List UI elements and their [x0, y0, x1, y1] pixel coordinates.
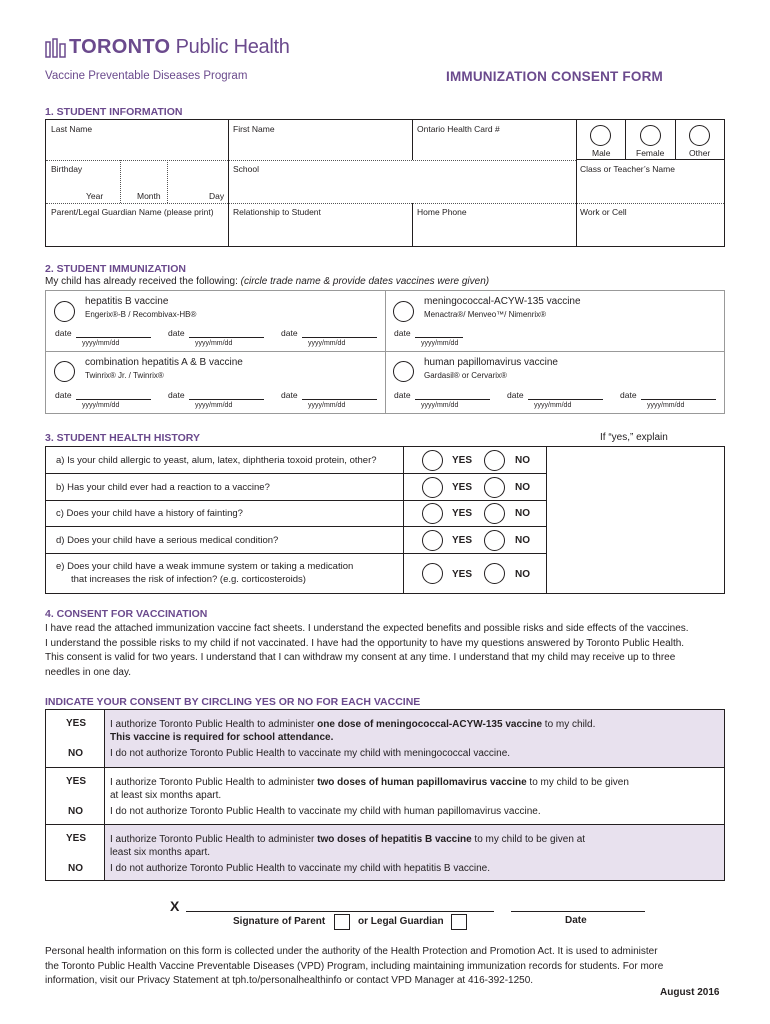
yes-label: YES: [452, 482, 473, 493]
toronto-logo: [45, 36, 290, 59]
question-e-line2: that increases the risk of infection? (e.g. corticosteroids): [71, 574, 306, 585]
men-consent-yes-text: [110, 718, 595, 744]
hep-ab-brands: Twinrix® Jr. / Twinrix®: [85, 371, 164, 380]
men-consent-no-text: I do not authorize Toronto Public Health to vaccinate my child with meningococcal vaccine.: [110, 748, 511, 759]
question-d: d) Does your child have a serious medical condition?: [56, 535, 279, 546]
yes-text: I authorize Toronto Public Health to administer: [110, 834, 318, 845]
consent-line: This consent is valid for two years. I understand that I can withdraw my consent at any time. I understand that my child may receive up to three: [45, 652, 676, 663]
guardian-label: Parent/Legal Guardian Name (please print): [51, 207, 214, 217]
hep-ab-circle[interactable]: [54, 361, 75, 382]
guardian-checkbox[interactable]: [451, 914, 467, 930]
no-circle[interactable]: [484, 477, 505, 498]
month-label: Month: [137, 191, 161, 201]
consent-line: I have read the attached immunization vaccine fact sheets. I understand the expected benefits and possible risks and side effects of the vaccines.: [45, 623, 689, 634]
home-phone-label: Home Phone: [417, 207, 467, 217]
hpv-consent-no-text: I do not authorize Toronto Public Health to vaccinate my child with human papillomavirus vaccine.: [110, 806, 541, 817]
yes-bold-text: two doses of human papillomavirus vaccine: [317, 777, 527, 788]
intro-italic-text: (circle trade name & provide dates vaccines were given): [240, 276, 490, 287]
intro-text: My child has already received the following:: [45, 276, 241, 287]
no-label: NO: [515, 535, 530, 546]
date-format: yyyy/mm/dd: [534, 402, 572, 409]
no-circle[interactable]: [484, 563, 505, 584]
yes-label: YES: [452, 535, 473, 546]
form-title: IMMUNIZATION CONSENT FORM: [446, 69, 663, 84]
hep-b-brands: Engerix®-B / Recombivax-HB®: [85, 310, 197, 319]
date-label: date: [394, 390, 411, 400]
year-label: Year: [86, 191, 104, 201]
privacy-line: information, visit our Privacy Statement at tph.to/personalhealthinfo or contact VPD Manager at 416-392-1250.: [45, 975, 534, 986]
school-label: School: [233, 164, 259, 174]
date-field[interactable]: [641, 390, 716, 400]
required-text: This vaccine is required for school attendance.: [110, 732, 334, 743]
date-label: date: [394, 328, 411, 338]
hep-b-consent-no-text: I do not authorize Toronto Public Health to vaccinate my child with hepatitis B vaccine.: [110, 863, 491, 874]
hpv-name: human papillomavirus vaccine: [424, 357, 558, 368]
yes-circle[interactable]: [422, 530, 443, 551]
question-b: b) Has your child ever had a reaction to a vaccine?: [56, 482, 270, 493]
hep-ab-name: combination hepatitis A & B vaccine: [85, 357, 243, 368]
yes-circle[interactable]: [422, 450, 443, 471]
male-label: Male: [592, 148, 611, 158]
x-mark: X: [170, 898, 180, 914]
program-name: Vaccine Preventable Diseases Program: [45, 70, 248, 82]
date-field[interactable]: [415, 390, 490, 400]
yes-circle[interactable]: [422, 563, 443, 584]
consent-yes-option[interactable]: YES: [66, 833, 87, 844]
consent-yes-option[interactable]: YES: [66, 776, 87, 787]
consent-table-title: INDICATE YOUR CONSENT BY CIRCLING YES OR NO FOR EACH VACCINE: [45, 696, 421, 708]
yes-line2-text: least six months apart.: [110, 847, 211, 858]
immunization-grid: [45, 290, 725, 414]
yes-post-text: to my child to be given: [526, 777, 629, 788]
yes-bold-text: two doses of hepatitis B vaccine: [317, 834, 472, 845]
privacy-notice: [45, 945, 735, 989]
hpv-circle[interactable]: [393, 361, 414, 382]
hpv-brands: Gardasil® or Cervarix®: [424, 371, 507, 380]
other-circle[interactable]: [689, 125, 710, 146]
yes-circle[interactable]: [422, 477, 443, 498]
first-name-label: First Name: [233, 124, 275, 134]
yes-bold-text: one dose of meningococcal-ACYW-135 vaccine: [317, 719, 543, 730]
no-circle[interactable]: [484, 503, 505, 524]
privacy-line: Personal health information on this form is collected under the authority of the Health Protection and Promotion Act. It is used to administer: [45, 946, 658, 957]
date-field[interactable]: [415, 328, 463, 338]
no-label: NO: [515, 482, 530, 493]
no-label: NO: [515, 569, 530, 580]
section4-title: 4. CONSENT FOR VACCINATION: [45, 608, 208, 620]
yes-label: YES: [452, 508, 473, 519]
date-label: date: [55, 328, 72, 338]
consent-yes-option[interactable]: YES: [66, 718, 87, 729]
student-info-table: [45, 119, 725, 247]
men-name: meningococcal-ACYW-135 vaccine: [424, 296, 581, 307]
male-circle[interactable]: [590, 125, 611, 146]
logo-rest-text: Public Health: [175, 36, 290, 58]
section3-title: 3. STUDENT HEALTH HISTORY: [45, 432, 200, 444]
date-field[interactable]: [528, 390, 603, 400]
no-label: NO: [515, 455, 530, 466]
question-e-line1: e) Does your child have a weak immune system or taking a medication: [56, 561, 354, 572]
form-date: August 2016: [660, 987, 720, 998]
date-label: date: [281, 328, 298, 338]
yes-line2-text: at least six months apart.: [110, 790, 222, 801]
female-label: Female: [636, 148, 665, 158]
question-c: c) Does your child have a history of fainting?: [56, 508, 243, 519]
date-format: yyyy/mm/dd: [82, 340, 120, 347]
signature-parent-label: Signature of Parent: [233, 916, 326, 927]
yes-text: I authorize Toronto Public Health to administer: [110, 719, 318, 730]
logo-bold-text: TORONTO: [69, 36, 171, 58]
date-field[interactable]: [189, 390, 264, 400]
consent-no-option[interactable]: NO: [68, 748, 83, 759]
yes-label: YES: [452, 455, 473, 466]
work-cell-label: Work or Cell: [580, 207, 627, 217]
yes-label: YES: [452, 569, 473, 580]
explain-field[interactable]: [547, 447, 724, 593]
date-format: yyyy/mm/dd: [308, 340, 346, 347]
section2-intro: [45, 276, 489, 287]
date-format: yyyy/mm/dd: [195, 402, 233, 409]
no-circle[interactable]: [484, 530, 505, 551]
date-field[interactable]: [302, 328, 377, 338]
section1-title: 1. STUDENT INFORMATION: [45, 106, 183, 118]
yes-post-text: to my child to be given at: [471, 834, 586, 845]
birthday-label: Birthday: [51, 164, 83, 174]
men-circle[interactable]: [393, 301, 414, 322]
no-label: NO: [515, 508, 530, 519]
date-label: date: [168, 390, 185, 400]
date-format: yyyy/mm/dd: [421, 340, 459, 347]
hpv-consent-yes-text: [110, 776, 629, 802]
date-label: Date: [565, 915, 587, 926]
date-label: date: [620, 390, 637, 400]
guardian-label: or Legal Guardian: [358, 916, 444, 927]
section2-title: 2. STUDENT IMMUNIZATION: [45, 263, 186, 275]
yes-circle[interactable]: [422, 503, 443, 524]
day-label: Day: [209, 191, 225, 201]
last-name-label: Last Name: [51, 124, 93, 134]
date-format: yyyy/mm/dd: [82, 402, 120, 409]
hep-b-name: hepatitis B vaccine: [85, 296, 169, 307]
class-label: Class or Teacher’s Name: [580, 164, 675, 174]
men-brands: Menactra®/ Menveo™/ Nimenrix®: [424, 310, 547, 319]
yes-post-text: to my child.: [542, 719, 596, 730]
date-line[interactable]: [511, 900, 645, 912]
question-a: a) Is your child allergic to yeast, alum, latex, diphtheria toxoid protein, other?: [56, 455, 377, 466]
female-circle[interactable]: [640, 125, 661, 146]
consent-line: needles in one day.: [45, 666, 131, 678]
hep-b-consent-yes-text: [110, 833, 585, 859]
date-format: yyyy/mm/dd: [195, 340, 233, 347]
date-field[interactable]: [302, 390, 377, 400]
no-circle[interactable]: [484, 450, 505, 471]
date-field[interactable]: [189, 328, 264, 338]
parent-checkbox[interactable]: [334, 914, 350, 930]
date-field[interactable]: [76, 328, 151, 338]
yes-text: I authorize Toronto Public Health to administer: [110, 777, 318, 788]
consent-no-option[interactable]: NO: [68, 806, 83, 817]
hep-b-circle[interactable]: [54, 301, 75, 322]
signature-line[interactable]: [186, 900, 494, 912]
date-label: date: [168, 328, 185, 338]
explain-label: If “yes,” explain: [600, 432, 668, 443]
date-label: date: [507, 390, 524, 400]
toronto-skyline-icon: [45, 37, 67, 59]
consent-paragraph: [45, 622, 725, 680]
relationship-label: Relationship to Student: [233, 207, 321, 217]
other-label: Other: [689, 148, 711, 158]
date-label: date: [55, 390, 72, 400]
date-label: date: [281, 390, 298, 400]
date-format: yyyy/mm/dd: [421, 402, 459, 409]
health-history-table: [45, 446, 725, 594]
date-field[interactable]: [76, 390, 151, 400]
health-card-label: Ontario Health Card #: [417, 124, 500, 134]
privacy-line: the Toronto Public Health Vaccine Preventable Diseases (VPD) Program, including maintaining immunization records for students. For more: [45, 960, 664, 972]
consent-line: I understand the possible risks to my child if not vaccinated. I have had the opportunity to have my questions answered by Toronto Public Health.: [45, 637, 685, 649]
date-format: yyyy/mm/dd: [647, 402, 685, 409]
date-format: yyyy/mm/dd: [308, 402, 346, 409]
consent-no-option[interactable]: NO: [68, 863, 83, 874]
vaccine-consent-table: [45, 709, 725, 881]
